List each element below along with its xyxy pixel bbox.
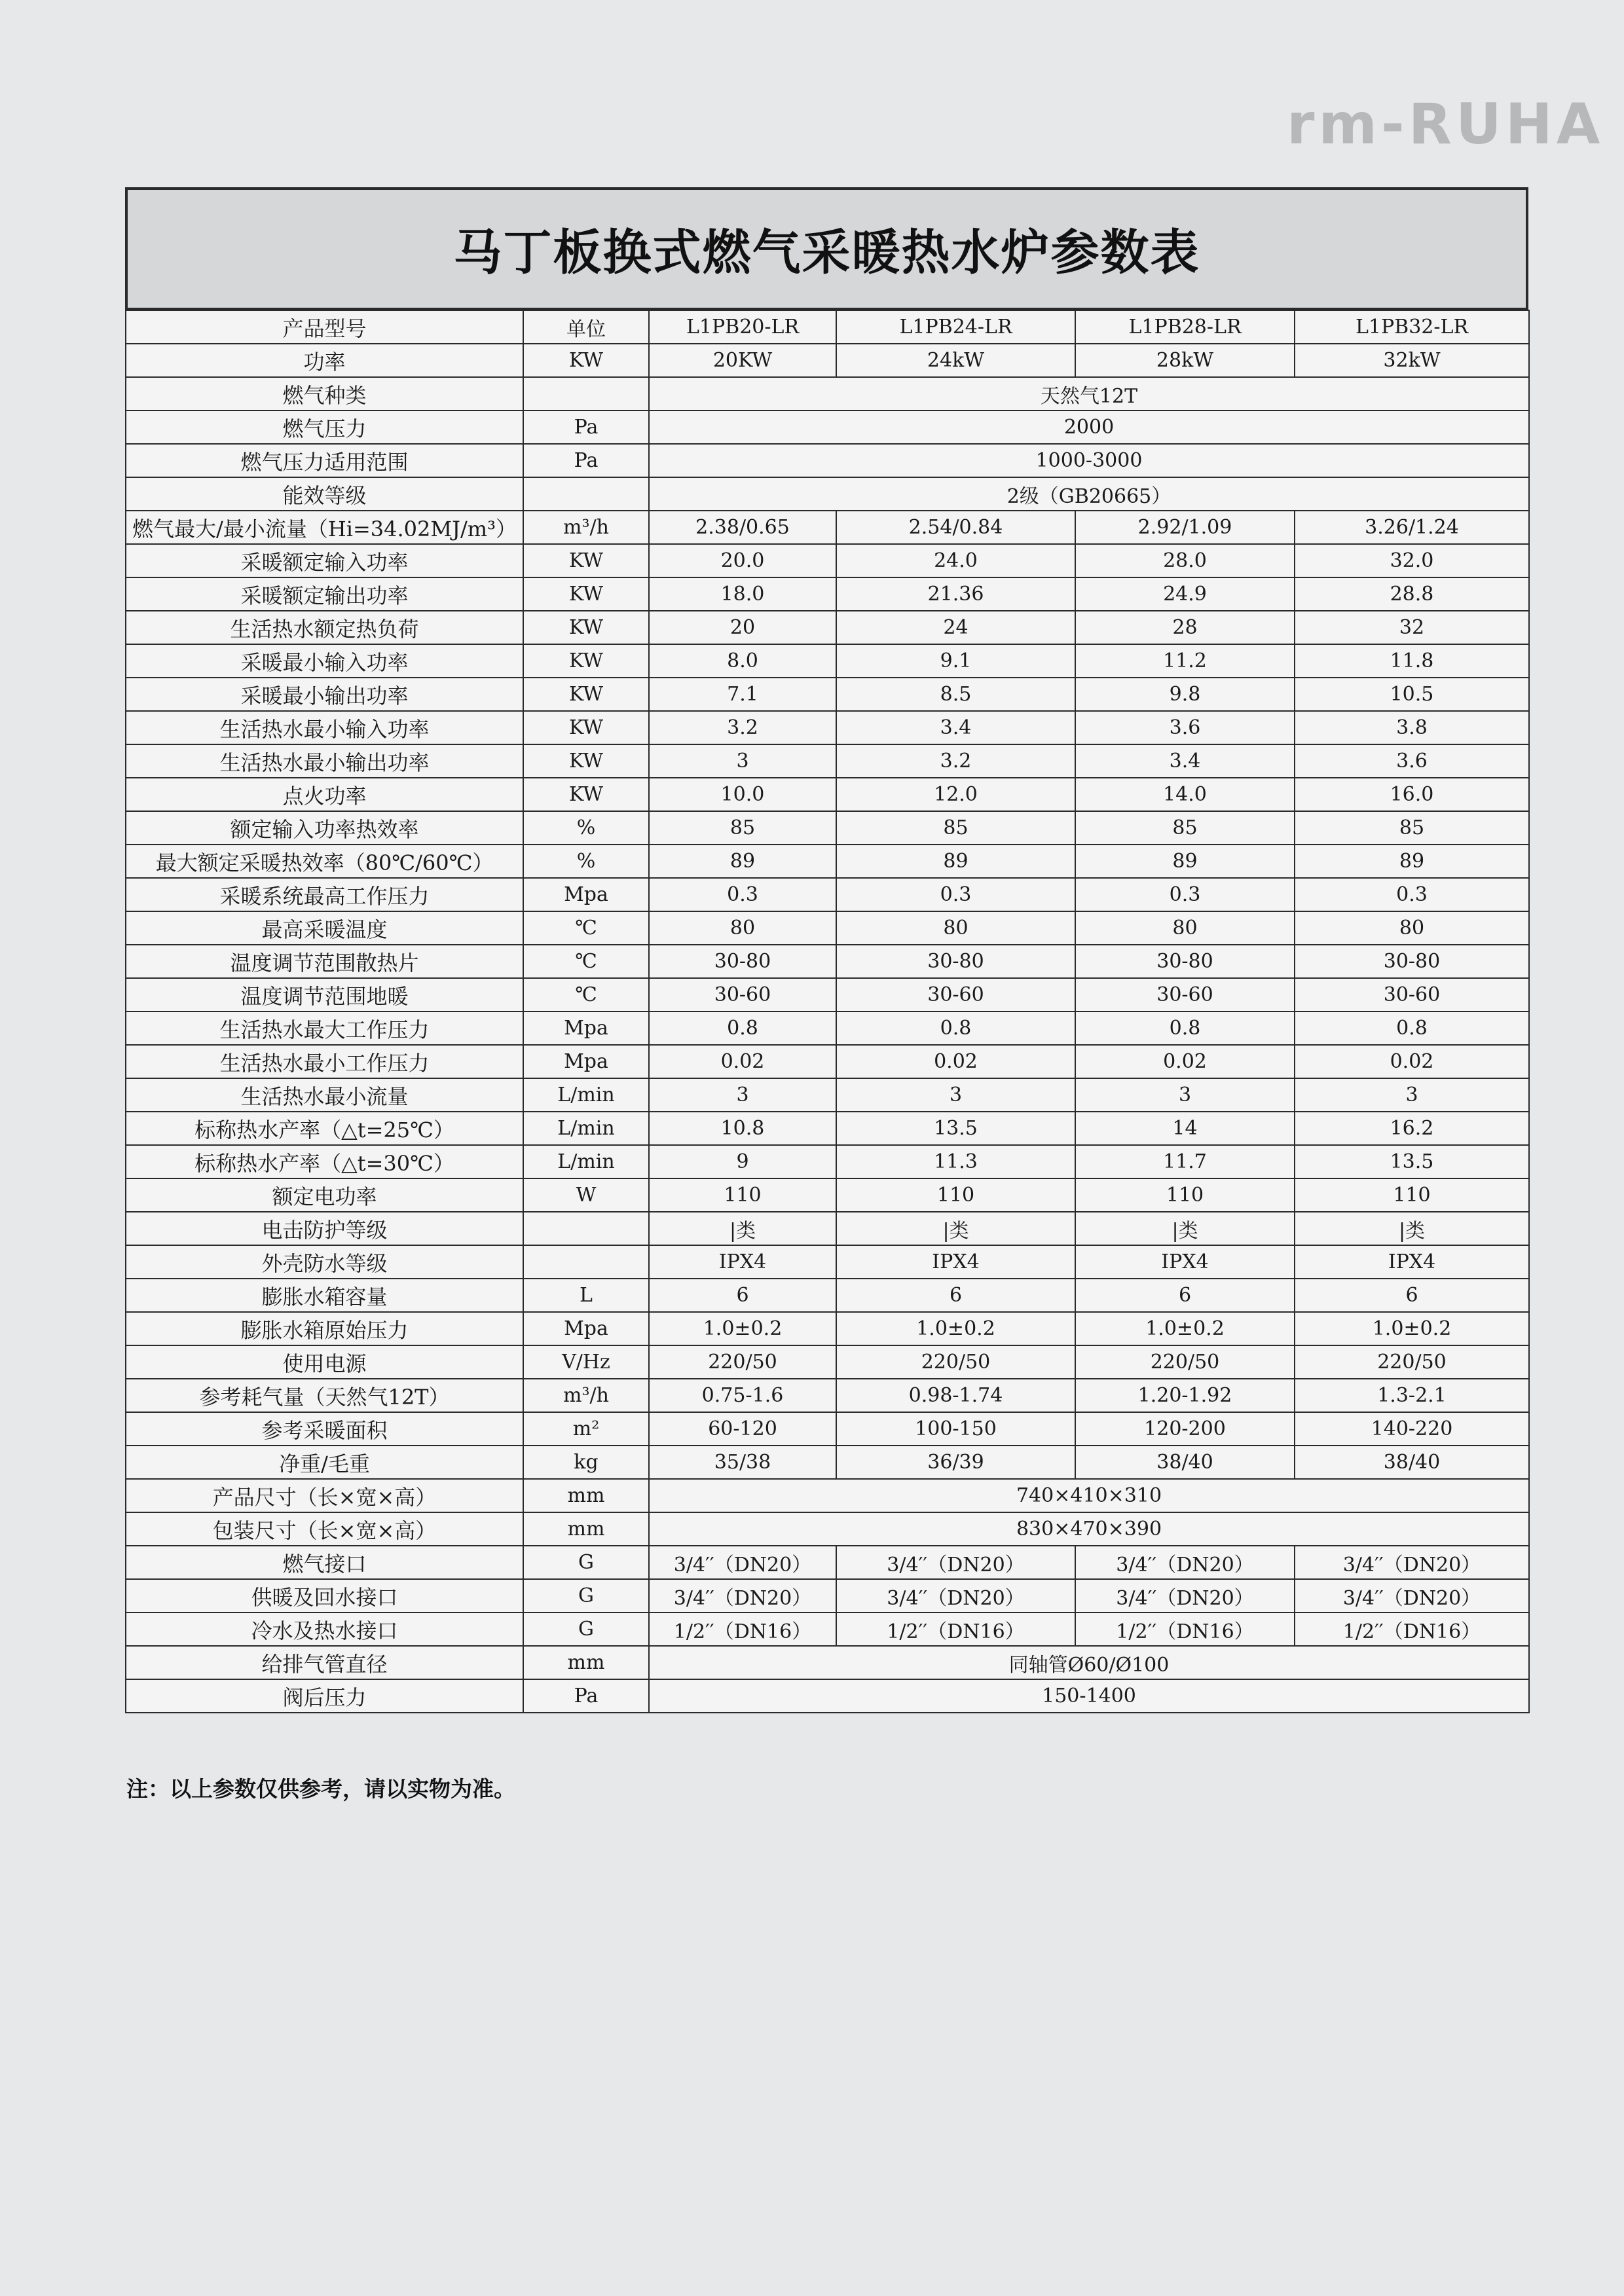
- param-value-shared: 天然气12T: [649, 377, 1529, 410]
- table-row: [126, 410, 1529, 444]
- param-value: 80: [1075, 911, 1295, 945]
- table-row: [126, 811, 1529, 845]
- param-label: 膨胀水箱原始压力: [126, 1312, 523, 1345]
- param-value: 140-220: [1295, 1412, 1529, 1446]
- table-row: [126, 1446, 1529, 1479]
- param-value: 11.8: [1295, 644, 1529, 678]
- param-label: 温度调节范围地暖: [126, 978, 523, 1011]
- param-unit: Pa: [523, 444, 649, 477]
- param-label: 冷水及热水接口: [126, 1613, 523, 1646]
- title-banner: [125, 187, 1528, 310]
- table-row: [126, 611, 1529, 644]
- param-label: 采暖系统最高工作压力: [126, 878, 523, 911]
- table-row: [126, 1546, 1529, 1579]
- param-unit: KW: [523, 744, 649, 778]
- param-value: 110: [649, 1178, 836, 1212]
- param-label: 点火功率: [126, 778, 523, 811]
- table-row: [126, 978, 1529, 1011]
- param-label: 能效等级: [126, 477, 523, 511]
- param-value: 24: [836, 611, 1075, 644]
- param-value: 30-60: [649, 978, 836, 1011]
- param-value: 1/2′′（DN16）: [836, 1613, 1075, 1646]
- param-value: 3/4′′（DN20）: [1075, 1579, 1295, 1613]
- param-value: 3/4′′（DN20）: [836, 1546, 1075, 1579]
- param-value: 7.1: [649, 678, 836, 711]
- param-unit: 单位: [523, 310, 649, 344]
- param-value: 0.02: [836, 1045, 1075, 1078]
- param-value: 89: [649, 845, 836, 878]
- param-value-shared: 同轴管Ø60/Ø100: [649, 1646, 1529, 1679]
- param-unit: KW: [523, 711, 649, 744]
- param-value: 0.3: [836, 878, 1075, 911]
- param-value: 21.36: [836, 577, 1075, 611]
- param-unit: KW: [523, 778, 649, 811]
- spec-table: [125, 310, 1530, 1713]
- param-value: 3.4: [1075, 744, 1295, 778]
- param-value: 30-80: [836, 945, 1075, 978]
- param-value: 11.3: [836, 1145, 1075, 1178]
- param-value: 20KW: [649, 344, 836, 377]
- param-unit: mm: [523, 1512, 649, 1546]
- param-unit: KW: [523, 577, 649, 611]
- param-unit: G: [523, 1579, 649, 1613]
- param-label: 生活热水最小流量: [126, 1078, 523, 1112]
- param-value: 30-60: [1075, 978, 1295, 1011]
- table-row: [126, 1613, 1529, 1646]
- param-value: 3.6: [1075, 711, 1295, 744]
- param-value: 85: [1075, 811, 1295, 845]
- param-label: 电击防护等级: [126, 1212, 523, 1245]
- table-row: [126, 1178, 1529, 1212]
- param-unit: kg: [523, 1446, 649, 1479]
- param-value: 24.9: [1075, 577, 1295, 611]
- param-value: L1PB32-LR: [1295, 310, 1529, 344]
- table-row: [126, 1078, 1529, 1112]
- param-value: 120-200: [1075, 1412, 1295, 1446]
- param-unit: %: [523, 845, 649, 878]
- param-unit: m³/h: [523, 1379, 649, 1412]
- param-value-shared: 2000: [649, 410, 1529, 444]
- param-value: 110: [1075, 1178, 1295, 1212]
- param-value: 110: [836, 1178, 1075, 1212]
- param-label: 外壳防水等级: [126, 1245, 523, 1279]
- param-unit: m²: [523, 1412, 649, 1446]
- table-row: [126, 1345, 1529, 1379]
- param-value: 6: [836, 1279, 1075, 1312]
- param-value: 1/2′′（DN16）: [649, 1613, 836, 1646]
- param-value: |类: [649, 1212, 836, 1245]
- param-value: 8.5: [836, 678, 1075, 711]
- table-row: [126, 444, 1529, 477]
- param-unit: mm: [523, 1646, 649, 1679]
- param-value: 10.8: [649, 1112, 836, 1145]
- param-value: 0.02: [1295, 1045, 1529, 1078]
- param-value: 16.0: [1295, 778, 1529, 811]
- param-value: 24kW: [836, 344, 1075, 377]
- brand-logo: rm-RUHA: [1287, 92, 1604, 157]
- param-label: 燃气接口: [126, 1546, 523, 1579]
- param-value: 1.0±0.2: [836, 1312, 1075, 1345]
- param-unit: [523, 477, 649, 511]
- param-unit: KW: [523, 644, 649, 678]
- param-value: 3: [836, 1078, 1075, 1112]
- table-row: [126, 1646, 1529, 1679]
- param-label: 标称热水产率（△t=30℃）: [126, 1145, 523, 1178]
- param-value: 0.8: [649, 1011, 836, 1045]
- table-row: [126, 678, 1529, 711]
- table-row: [126, 1479, 1529, 1512]
- param-value: 14: [1075, 1112, 1295, 1145]
- param-value: 18.0: [649, 577, 836, 611]
- param-value: 6: [649, 1279, 836, 1312]
- param-value: 3/4′′（DN20）: [649, 1579, 836, 1613]
- param-value: 0.8: [836, 1011, 1075, 1045]
- param-value: 28: [1075, 611, 1295, 644]
- param-value-shared: 1000-3000: [649, 444, 1529, 477]
- param-value: 3: [1295, 1078, 1529, 1112]
- table-row: [126, 711, 1529, 744]
- param-label: 采暖额定输出功率: [126, 577, 523, 611]
- param-value: 0.75-1.6: [649, 1379, 836, 1412]
- param-label: 生活热水最小工作压力: [126, 1045, 523, 1078]
- param-value: 1.0±0.2: [649, 1312, 836, 1345]
- param-unit: G: [523, 1613, 649, 1646]
- param-label: 温度调节范围散热片: [126, 945, 523, 978]
- param-unit: Pa: [523, 1679, 649, 1713]
- footnote: 注：以上参数仅供参考，请以实物为准。: [126, 1776, 515, 1802]
- page-title: 马丁板换式燃气采暖热水炉参数表: [453, 225, 1200, 281]
- param-value: |类: [1075, 1212, 1295, 1245]
- param-label: 净重/毛重: [126, 1446, 523, 1479]
- param-value: |类: [1295, 1212, 1529, 1245]
- table-row: [126, 778, 1529, 811]
- table-row: [126, 544, 1529, 577]
- param-value: 9.8: [1075, 678, 1295, 711]
- param-value: 3.6: [1295, 744, 1529, 778]
- param-value: 13.5: [836, 1112, 1075, 1145]
- param-value: 3/4′′（DN20）: [1075, 1546, 1295, 1579]
- param-value: 0.02: [1075, 1045, 1295, 1078]
- param-value: 32: [1295, 611, 1529, 644]
- param-value: 1.3-2.1: [1295, 1379, 1529, 1412]
- param-label: 膨胀水箱容量: [126, 1279, 523, 1312]
- param-value: 3.8: [1295, 711, 1529, 744]
- param-value: 0.3: [649, 878, 836, 911]
- param-value: 0.8: [1075, 1011, 1295, 1045]
- param-label: 采暖额定输入功率: [126, 544, 523, 577]
- param-label: 产品尺寸（长×宽×高）: [126, 1479, 523, 1512]
- param-value: 80: [649, 911, 836, 945]
- param-value: 110: [1295, 1178, 1529, 1212]
- param-value: 11.2: [1075, 644, 1295, 678]
- param-value: L1PB28-LR: [1075, 310, 1295, 344]
- param-label: 采暖最小输出功率: [126, 678, 523, 711]
- param-label: 燃气压力: [126, 410, 523, 444]
- param-value: 3/4′′（DN20）: [1295, 1546, 1529, 1579]
- param-unit: [523, 377, 649, 410]
- param-value: 220/50: [1075, 1345, 1295, 1379]
- param-value: L1PB24-LR: [836, 310, 1075, 344]
- param-unit: L/min: [523, 1078, 649, 1112]
- param-unit: KW: [523, 611, 649, 644]
- table-row: [126, 1679, 1529, 1713]
- table-row: [126, 744, 1529, 778]
- param-label: 生活热水额定热负荷: [126, 611, 523, 644]
- param-value: 24.0: [836, 544, 1075, 577]
- param-value: 3: [1075, 1078, 1295, 1112]
- param-value: 1.20-1.92: [1075, 1379, 1295, 1412]
- param-value-shared: 830×470×390: [649, 1512, 1529, 1546]
- param-value: 0.3: [1295, 878, 1529, 911]
- param-value: IPX4: [1075, 1245, 1295, 1279]
- param-value: 3/4′′（DN20）: [649, 1546, 836, 1579]
- table-row: [126, 1312, 1529, 1345]
- table-row: [126, 1379, 1529, 1412]
- param-unit: W: [523, 1178, 649, 1212]
- param-value: 100-150: [836, 1412, 1075, 1446]
- param-label: 燃气最大/最小流量（Hi=34.02MJ/m³）: [126, 511, 523, 544]
- param-label: 产品型号: [126, 310, 523, 344]
- param-value: 6: [1075, 1279, 1295, 1312]
- param-label: 参考耗气量（天然气12T）: [126, 1379, 523, 1412]
- param-value: 30-80: [1075, 945, 1295, 978]
- param-value: 28kW: [1075, 344, 1295, 377]
- param-unit: KW: [523, 344, 649, 377]
- param-value: 6: [1295, 1279, 1529, 1312]
- param-value: 60-120: [649, 1412, 836, 1446]
- param-value: 28.0: [1075, 544, 1295, 577]
- param-value: 12.0: [836, 778, 1075, 811]
- param-value: 10.5: [1295, 678, 1529, 711]
- table-row: [126, 878, 1529, 911]
- param-value: 3.2: [836, 744, 1075, 778]
- param-unit: G: [523, 1546, 649, 1579]
- param-unit: Mpa: [523, 878, 649, 911]
- param-value: IPX4: [649, 1245, 836, 1279]
- param-value: 30-60: [836, 978, 1075, 1011]
- param-value: 30-80: [649, 945, 836, 978]
- param-value: IPX4: [1295, 1245, 1529, 1279]
- param-label: 功率: [126, 344, 523, 377]
- param-value: 0.02: [649, 1045, 836, 1078]
- param-label: 采暖最小输入功率: [126, 644, 523, 678]
- param-label: 给排气管直径: [126, 1646, 523, 1679]
- param-value: 89: [836, 845, 1075, 878]
- table-row: [126, 1145, 1529, 1178]
- table-row: [126, 377, 1529, 410]
- param-label: 燃气压力适用范围: [126, 444, 523, 477]
- param-label: 生活热水最小输出功率: [126, 744, 523, 778]
- param-value: 14.0: [1075, 778, 1295, 811]
- param-value: 80: [836, 911, 1075, 945]
- param-unit: KW: [523, 544, 649, 577]
- param-value: 85: [836, 811, 1075, 845]
- param-value: 30-60: [1295, 978, 1529, 1011]
- param-unit: ℃: [523, 945, 649, 978]
- table-row: [126, 1112, 1529, 1145]
- param-value: IPX4: [836, 1245, 1075, 1279]
- param-value: 28.8: [1295, 577, 1529, 611]
- param-value: 38/40: [1075, 1446, 1295, 1479]
- param-unit: KW: [523, 678, 649, 711]
- param-value: 80: [1295, 911, 1529, 945]
- param-label: 额定电功率: [126, 1178, 523, 1212]
- param-value: 35/38: [649, 1446, 836, 1479]
- param-value: 0.98-1.74: [836, 1379, 1075, 1412]
- param-value: 85: [649, 811, 836, 845]
- param-value: 3.4: [836, 711, 1075, 744]
- param-value: 20.0: [649, 544, 836, 577]
- param-value-shared: 150-1400: [649, 1679, 1529, 1713]
- param-value: 2.38/0.65: [649, 511, 836, 544]
- param-unit: mm: [523, 1479, 649, 1512]
- param-value: 85: [1295, 811, 1529, 845]
- param-value: 20: [649, 611, 836, 644]
- param-value: 1/2′′（DN16）: [1075, 1613, 1295, 1646]
- param-value: 3: [649, 744, 836, 778]
- table-row: [126, 477, 1529, 511]
- param-label: 生活热水最小输入功率: [126, 711, 523, 744]
- table-row: [126, 344, 1529, 377]
- param-label: 使用电源: [126, 1345, 523, 1379]
- table-row: [126, 577, 1529, 611]
- param-label: 生活热水最大工作压力: [126, 1011, 523, 1045]
- param-unit: %: [523, 811, 649, 845]
- param-value: 0.3: [1075, 878, 1295, 911]
- param-value: |类: [836, 1212, 1075, 1245]
- param-value-shared: 740×410×310: [649, 1479, 1529, 1512]
- param-value: 13.5: [1295, 1145, 1529, 1178]
- table-row: [126, 1279, 1529, 1312]
- param-value: 3.2: [649, 711, 836, 744]
- param-value: 2.54/0.84: [836, 511, 1075, 544]
- param-value: 3/4′′（DN20）: [1295, 1579, 1529, 1613]
- param-value: 9: [649, 1145, 836, 1178]
- param-value: 1.0±0.2: [1295, 1312, 1529, 1345]
- param-label: 阀后压力: [126, 1679, 523, 1713]
- param-value: 3.26/1.24: [1295, 511, 1529, 544]
- table-row: [126, 1045, 1529, 1078]
- param-label: 供暖及回水接口: [126, 1579, 523, 1613]
- param-unit: ℃: [523, 978, 649, 1011]
- table-row: [126, 1011, 1529, 1045]
- param-unit: L/min: [523, 1112, 649, 1145]
- param-label: 最高采暖温度: [126, 911, 523, 945]
- table-row: [126, 511, 1529, 544]
- param-unit: Mpa: [523, 1312, 649, 1345]
- param-label: 最大额定采暖热效率（80℃/60℃）: [126, 845, 523, 878]
- param-unit: m³/h: [523, 511, 649, 544]
- param-label: 额定输入功率热效率: [126, 811, 523, 845]
- table-row: [126, 1512, 1529, 1546]
- param-unit: [523, 1245, 649, 1279]
- param-label: 标称热水产率（△t=25℃）: [126, 1112, 523, 1145]
- param-value: 3: [649, 1078, 836, 1112]
- param-value: 220/50: [649, 1345, 836, 1379]
- table-row: [126, 1212, 1529, 1245]
- param-unit: Pa: [523, 410, 649, 444]
- param-value: 16.2: [1295, 1112, 1529, 1145]
- param-label: 燃气种类: [126, 377, 523, 410]
- param-label: 包装尺寸（长×宽×高）: [126, 1512, 523, 1546]
- spec-sheet: [125, 187, 1528, 1713]
- param-value: 32.0: [1295, 544, 1529, 577]
- param-value: 89: [1075, 845, 1295, 878]
- table-row: [126, 945, 1529, 978]
- param-value: 3/4′′（DN20）: [836, 1579, 1075, 1613]
- param-value: 30-80: [1295, 945, 1529, 978]
- table-row: [126, 310, 1529, 344]
- param-value: 32kW: [1295, 344, 1529, 377]
- param-value: 38/40: [1295, 1446, 1529, 1479]
- param-value: 8.0: [649, 644, 836, 678]
- param-value: 220/50: [836, 1345, 1075, 1379]
- param-value: 10.0: [649, 778, 836, 811]
- param-value: 2.92/1.09: [1075, 511, 1295, 544]
- param-unit: [523, 1212, 649, 1245]
- param-unit: L/min: [523, 1145, 649, 1178]
- table-row: [126, 1579, 1529, 1613]
- param-value: 1.0±0.2: [1075, 1312, 1295, 1345]
- param-label: 参考采暖面积: [126, 1412, 523, 1446]
- table-row: [126, 845, 1529, 878]
- param-unit: ℃: [523, 911, 649, 945]
- param-value: 1/2′′（DN16）: [1295, 1613, 1529, 1646]
- param-unit: Mpa: [523, 1011, 649, 1045]
- param-value: 89: [1295, 845, 1529, 878]
- param-unit: Mpa: [523, 1045, 649, 1078]
- table-row: [126, 644, 1529, 678]
- param-value: L1PB20-LR: [649, 310, 836, 344]
- param-value: 0.8: [1295, 1011, 1529, 1045]
- param-value: 36/39: [836, 1446, 1075, 1479]
- param-value-shared: 2级（GB20665）: [649, 477, 1529, 511]
- param-value: 11.7: [1075, 1145, 1295, 1178]
- table-row: [126, 1245, 1529, 1279]
- param-value: 9.1: [836, 644, 1075, 678]
- param-unit: V/Hz: [523, 1345, 649, 1379]
- table-row: [126, 1412, 1529, 1446]
- table-row: [126, 911, 1529, 945]
- param-value: 220/50: [1295, 1345, 1529, 1379]
- param-unit: L: [523, 1279, 649, 1312]
